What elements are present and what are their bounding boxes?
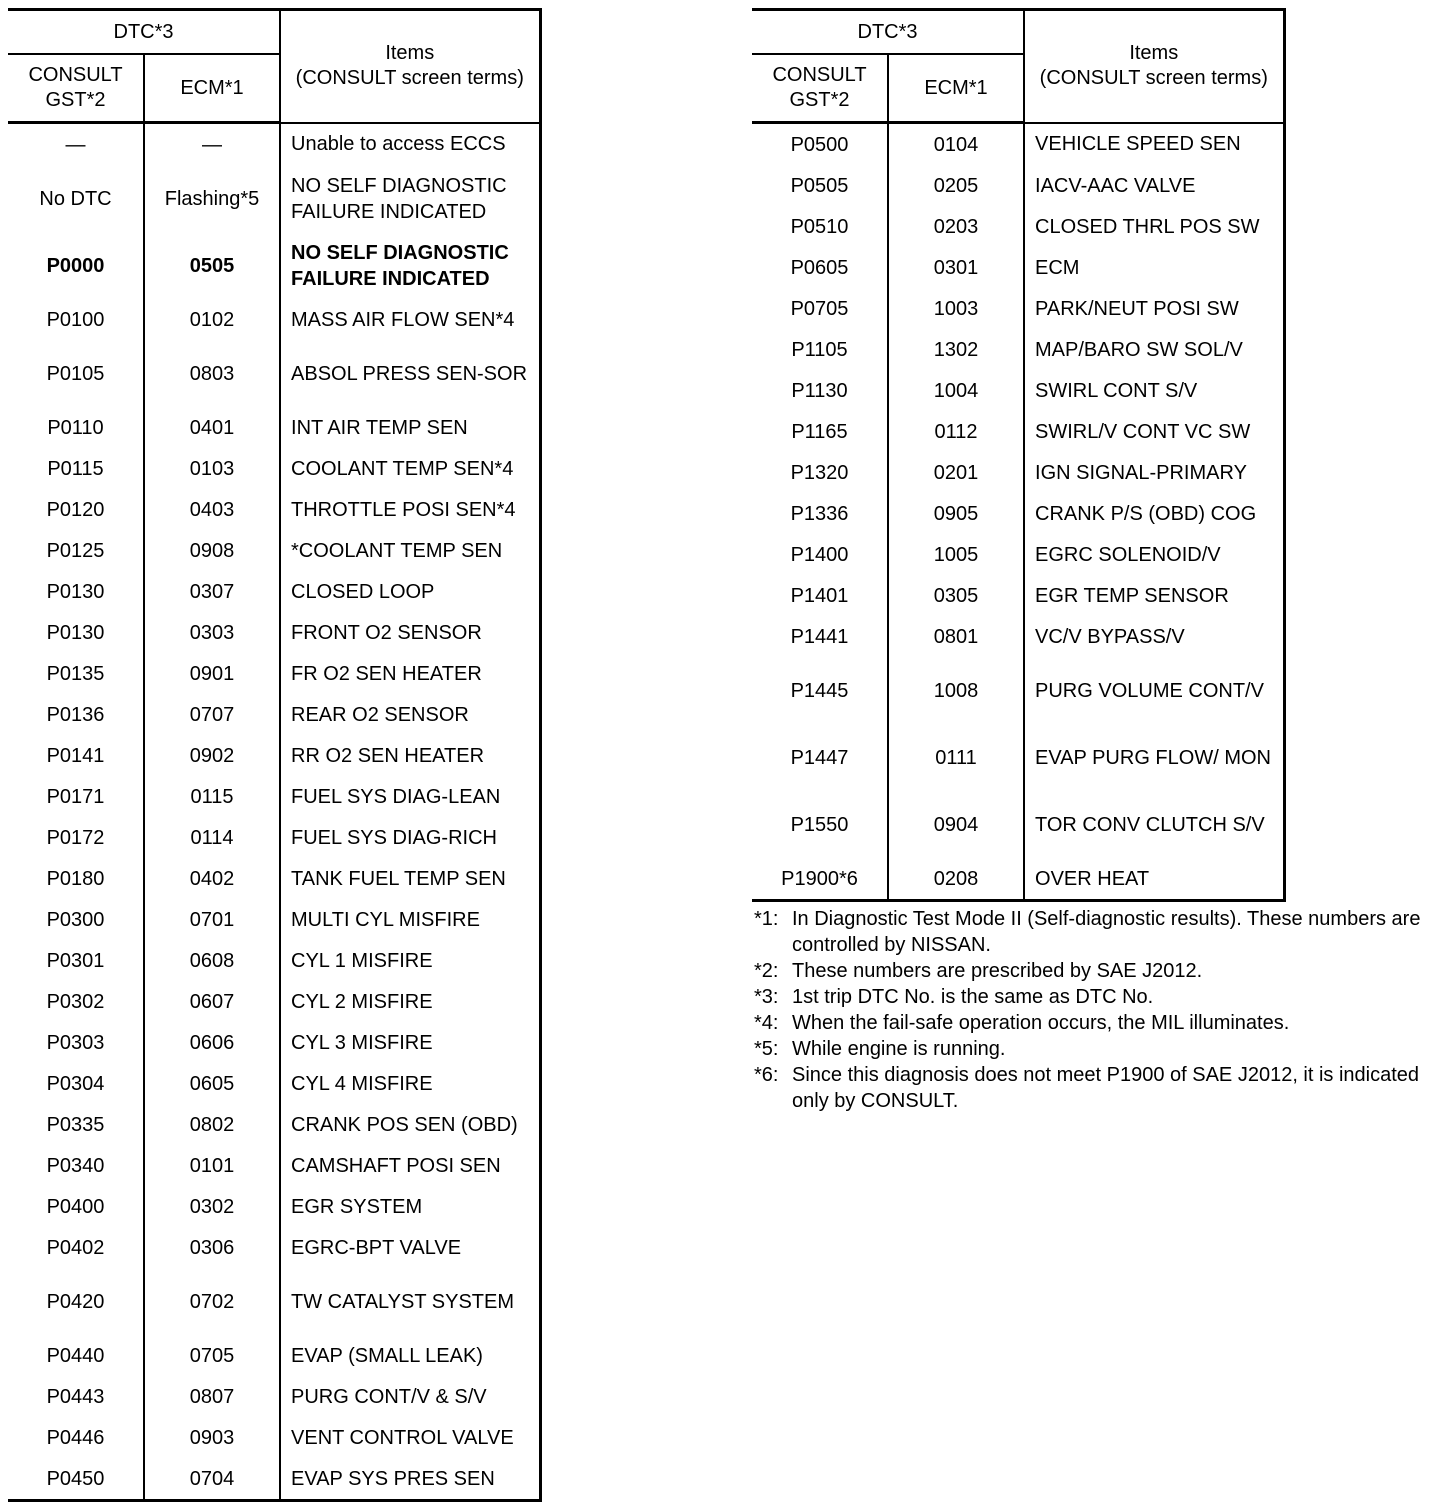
ecm-cell: 0607 — [144, 981, 280, 1022]
consult-gst-cell: P1400 — [752, 534, 888, 575]
item-cell: PARK/NEUT POSI SW — [1024, 288, 1284, 329]
consult-gst-cell: P0136 — [8, 694, 144, 735]
table-row — [8, 1335, 540, 1376]
consult-gst-header — [8, 54, 144, 123]
consult-gst-cell: P0302 — [8, 981, 144, 1022]
item-cell: FUEL SYS DIAG-RICH — [280, 817, 540, 858]
footnote-mark: *5: — [754, 1038, 779, 1060]
ecm-cell: 0102 — [144, 299, 280, 340]
footnote — [754, 1062, 1430, 1114]
table-row — [8, 776, 540, 817]
table-row — [8, 1186, 540, 1227]
consult-gst-cell: P0125 — [8, 530, 144, 571]
consult-gst-cell: P0115 — [8, 448, 144, 489]
table-row — [8, 612, 540, 653]
consult-gst-cell: P0340 — [8, 1145, 144, 1186]
footnote — [754, 1010, 1430, 1036]
item-cell: CLOSED LOOP — [280, 571, 540, 612]
consult-gst-cell: P0705 — [752, 288, 888, 329]
item-cell: MULTI CYL MISFIRE — [280, 899, 540, 940]
item-cell: THROTTLE POSI SEN*4 — [280, 489, 540, 530]
footnote-text: When the fail-safe operation occurs, the MIL illuminates. — [792, 1012, 1290, 1034]
item-cell: EGR SYSTEM — [280, 1186, 540, 1227]
table-row — [752, 247, 1284, 288]
footnote-text: These numbers are prescribed by SAE J2012. — [792, 960, 1203, 982]
consult-gst-cell: P1401 — [752, 575, 888, 616]
ecm-cell: 0904 — [888, 791, 1024, 858]
items-header-line1: Items — [385, 42, 435, 65]
consult-gst-cell: P1550 — [752, 791, 888, 858]
item-cell: EGRC-BPT VALVE — [280, 1227, 540, 1268]
table-row — [8, 899, 540, 940]
footnotes — [754, 906, 1430, 1114]
footnote-mark: *1: — [754, 908, 779, 930]
consult-header-line1: CONSULT — [772, 64, 867, 86]
table-row — [8, 735, 540, 776]
item-cell: MAP/BARO SW SOL/V — [1024, 329, 1284, 370]
consult-gst-cell: P0443 — [8, 1376, 144, 1417]
table-row — [8, 1022, 540, 1063]
table-row — [8, 1417, 540, 1458]
item-cell: FRONT O2 SENSOR — [280, 612, 540, 653]
consult-gst-cell: P0510 — [752, 206, 888, 247]
consult-gst-cell: P1105 — [752, 329, 888, 370]
item-cell: SWIRL CONT S/V — [1024, 370, 1284, 411]
items-header — [1024, 10, 1284, 123]
ecm-cell: 0402 — [144, 858, 280, 899]
consult-gst-cell: P0141 — [8, 735, 144, 776]
item-cell: CYL 3 MISFIRE — [280, 1022, 540, 1063]
ecm-cell: 0802 — [144, 1104, 280, 1145]
table-body — [752, 123, 1284, 901]
footnote-text: Since this diagnosis does not meet P1900 of SAE J2012, it is indicated only by CONSULT. — [792, 1064, 1420, 1112]
consult-gst-cell: P0400 — [8, 1186, 144, 1227]
footnote — [754, 1036, 1430, 1062]
gst-header-line2: GST*2 — [45, 89, 106, 111]
item-cell: SWIRL/V CONT VC SW — [1024, 411, 1284, 452]
consult-gst-cell: P1441 — [752, 616, 888, 657]
table-row — [752, 493, 1284, 534]
item-cell: CRANK POS SEN (OBD) — [280, 1104, 540, 1145]
consult-gst-cell: P0440 — [8, 1335, 144, 1376]
consult-gst-cell: P0110 — [8, 407, 144, 448]
table-row — [8, 1063, 540, 1104]
item-cell: FR O2 SEN HEATER — [280, 653, 540, 694]
ecm-cell: 0704 — [144, 1458, 280, 1501]
consult-gst-cell: P0100 — [8, 299, 144, 340]
ecm-cell: 0605 — [144, 1063, 280, 1104]
ecm-cell: 0702 — [144, 1268, 280, 1335]
table-row — [752, 288, 1284, 329]
ecm-header: ECM*1 — [144, 54, 280, 123]
items-header-line2: (CONSULT screen terms) — [295, 67, 524, 90]
item-cell: VENT CONTROL VALVE — [280, 1417, 540, 1458]
table-row — [8, 653, 540, 694]
item-cell: OVER HEAT — [1024, 858, 1284, 901]
ecm-cell: 0201 — [888, 452, 1024, 493]
table-row — [752, 329, 1284, 370]
item-cell: EVAP SYS PRES SEN — [280, 1458, 540, 1501]
table-row — [752, 452, 1284, 493]
table-row — [8, 1227, 540, 1268]
ecm-cell: 0305 — [888, 575, 1024, 616]
ecm-cell: 0608 — [144, 940, 280, 981]
dtc-header: DTC*3 — [752, 10, 1024, 55]
table-row — [8, 448, 540, 489]
item-cell: NO SELF DIAGNOSTIC FAILURE INDICATED — [280, 232, 540, 299]
footnote-mark: *4: — [754, 1012, 779, 1034]
ecm-cell: 1008 — [888, 657, 1024, 724]
table-row — [8, 530, 540, 571]
table-row — [8, 123, 540, 166]
table-row — [8, 817, 540, 858]
consult-gst-cell: P0446 — [8, 1417, 144, 1458]
item-cell: CYL 1 MISFIRE — [280, 940, 540, 981]
ecm-cell: 0707 — [144, 694, 280, 735]
ecm-cell: 0203 — [888, 206, 1024, 247]
ecm-cell: 0208 — [888, 858, 1024, 901]
item-cell: EVAP PURG FLOW/ MON — [1024, 724, 1284, 791]
consult-gst-cell: P0000 — [8, 232, 144, 299]
consult-gst-cell: No DTC — [8, 165, 144, 232]
ecm-cell: 1004 — [888, 370, 1024, 411]
item-cell: CYL 4 MISFIRE — [280, 1063, 540, 1104]
table-row — [8, 694, 540, 735]
item-cell: REAR O2 SENSOR — [280, 694, 540, 735]
item-cell: ABSOL PRESS SEN-SOR — [280, 340, 540, 407]
table-row — [752, 724, 1284, 791]
table-row — [8, 1458, 540, 1501]
ecm-cell: 0901 — [144, 653, 280, 694]
ecm-header: ECM*1 — [888, 54, 1024, 123]
item-cell: COOLANT TEMP SEN*4 — [280, 448, 540, 489]
item-cell: TOR CONV CLUTCH S/V — [1024, 791, 1284, 858]
item-cell: CLOSED THRL POS SW — [1024, 206, 1284, 247]
item-cell: CRANK P/S (OBD) COG — [1024, 493, 1284, 534]
ecm-cell: 0114 — [144, 817, 280, 858]
item-cell: CAMSHAFT POSI SEN — [280, 1145, 540, 1186]
footnote-text: 1st trip DTC No. is the same as DTC No. — [792, 986, 1154, 1008]
table-row — [8, 981, 540, 1022]
ecm-cell: 0401 — [144, 407, 280, 448]
consult-gst-header — [752, 54, 888, 123]
table-row — [752, 858, 1284, 901]
table-row — [752, 791, 1284, 858]
consult-gst-cell: P0505 — [752, 165, 888, 206]
ecm-cell: 0705 — [144, 1335, 280, 1376]
consult-header-line1: CONSULT — [28, 64, 123, 86]
consult-gst-cell: — — [8, 123, 144, 166]
item-cell: INT AIR TEMP SEN — [280, 407, 540, 448]
dtc-header: DTC*3 — [8, 10, 280, 55]
table-row — [8, 1145, 540, 1186]
table-row — [8, 165, 540, 232]
ecm-cell: 0205 — [888, 165, 1024, 206]
item-cell: PURG VOLUME CONT/V — [1024, 657, 1284, 724]
ecm-cell: 0101 — [144, 1145, 280, 1186]
item-cell: RR O2 SEN HEATER — [280, 735, 540, 776]
consult-gst-cell: P1447 — [752, 724, 888, 791]
consult-gst-cell: P0172 — [8, 817, 144, 858]
consult-gst-cell: P0135 — [8, 653, 144, 694]
table-row — [752, 123, 1284, 166]
ecm-cell: 0115 — [144, 776, 280, 817]
table-row — [8, 940, 540, 981]
item-cell: TANK FUEL TEMP SEN — [280, 858, 540, 899]
consult-gst-cell: P0180 — [8, 858, 144, 899]
table-row — [752, 165, 1284, 206]
consult-gst-cell: P0120 — [8, 489, 144, 530]
item-cell: EGRC SOLENOID/V — [1024, 534, 1284, 575]
ecm-cell: 0905 — [888, 493, 1024, 534]
ecm-cell: 0403 — [144, 489, 280, 530]
table-row — [752, 657, 1284, 724]
item-cell: Unable to access ECCS — [280, 123, 540, 166]
items-header-line2: (CONSULT screen terms) — [1039, 67, 1268, 90]
consult-gst-cell: P0500 — [752, 123, 888, 166]
table-row — [752, 575, 1284, 616]
consult-gst-cell: P0402 — [8, 1227, 144, 1268]
item-cell: FUEL SYS DIAG-LEAN — [280, 776, 540, 817]
gst-header-line2: GST*2 — [789, 89, 850, 111]
consult-gst-cell: P0130 — [8, 571, 144, 612]
consult-gst-cell: P0130 — [8, 612, 144, 653]
item-cell: VEHICLE SPEED SEN — [1024, 123, 1284, 166]
table-row — [8, 571, 540, 612]
ecm-cell: 0903 — [144, 1417, 280, 1458]
items-header — [280, 10, 540, 123]
table-row — [752, 411, 1284, 452]
consult-gst-cell: P0605 — [752, 247, 888, 288]
ecm-cell: 0803 — [144, 340, 280, 407]
item-cell: *COOLANT TEMP SEN — [280, 530, 540, 571]
table-row — [752, 370, 1284, 411]
consult-gst-cell: P0450 — [8, 1458, 144, 1501]
table-row — [8, 232, 540, 299]
ecm-cell: 0306 — [144, 1227, 280, 1268]
consult-gst-cell: P0105 — [8, 340, 144, 407]
ecm-cell: 0908 — [144, 530, 280, 571]
item-cell: CYL 2 MISFIRE — [280, 981, 540, 1022]
consult-gst-cell: P0171 — [8, 776, 144, 817]
consult-gst-cell: P0300 — [8, 899, 144, 940]
footnote — [754, 906, 1430, 958]
footnote-text: While engine is running. — [792, 1038, 1006, 1060]
ecm-cell: 0801 — [888, 616, 1024, 657]
footnote-mark: *2: — [754, 960, 779, 982]
table-row — [8, 407, 540, 448]
ecm-cell: 0103 — [144, 448, 280, 489]
consult-gst-cell: P1445 — [752, 657, 888, 724]
ecm-cell: — — [144, 123, 280, 166]
ecm-cell: 1005 — [888, 534, 1024, 575]
footnote-mark: *6: — [754, 1064, 779, 1086]
consult-gst-cell: P0301 — [8, 940, 144, 981]
item-cell: EVAP (SMALL LEAK) — [280, 1335, 540, 1376]
table-row — [752, 206, 1284, 247]
item-cell: IACV-AAC VALVE — [1024, 165, 1284, 206]
item-cell: PURG CONT/V & S/V — [280, 1376, 540, 1417]
consult-gst-cell: P1320 — [752, 452, 888, 493]
ecm-cell: 1003 — [888, 288, 1024, 329]
item-cell: ECM — [1024, 247, 1284, 288]
item-cell: IGN SIGNAL-PRIMARY — [1024, 452, 1284, 493]
footnote — [754, 984, 1430, 1010]
consult-gst-cell: P0335 — [8, 1104, 144, 1145]
table-row — [752, 534, 1284, 575]
ecm-cell: 0606 — [144, 1022, 280, 1063]
items-header-line1: Items — [1129, 42, 1179, 65]
ecm-cell: 0111 — [888, 724, 1024, 791]
ecm-cell: 1302 — [888, 329, 1024, 370]
ecm-cell: 0301 — [888, 247, 1024, 288]
ecm-cell: 0303 — [144, 612, 280, 653]
consult-gst-cell: P1165 — [752, 411, 888, 452]
table-row — [752, 616, 1284, 657]
footnote-text: In Diagnostic Test Mode II (Self-diagnostic results). These numbers are controlled by NISSAN. — [792, 908, 1421, 956]
dtc-table-left — [8, 8, 542, 1502]
consult-gst-cell: P0420 — [8, 1268, 144, 1335]
ecm-cell: 0307 — [144, 571, 280, 612]
item-cell: EGR TEMP SENSOR — [1024, 575, 1284, 616]
ecm-cell: 0807 — [144, 1376, 280, 1417]
table-row — [8, 1376, 540, 1417]
dtc-table-right — [752, 8, 1286, 902]
table-row — [8, 299, 540, 340]
item-cell: TW CATALYST SYSTEM — [280, 1268, 540, 1335]
consult-gst-cell: P1336 — [752, 493, 888, 534]
table-row — [8, 1268, 540, 1335]
table-row — [8, 1104, 540, 1145]
footnote-mark: *3: — [754, 986, 779, 1008]
ecm-cell: 0701 — [144, 899, 280, 940]
ecm-cell: 0302 — [144, 1186, 280, 1227]
table-row — [8, 858, 540, 899]
table-row — [8, 340, 540, 407]
consult-gst-cell: P1130 — [752, 370, 888, 411]
consult-gst-cell: P1900*6 — [752, 858, 888, 901]
table-row — [8, 489, 540, 530]
ecm-cell: 0112 — [888, 411, 1024, 452]
ecm-cell: Flashing*5 — [144, 165, 280, 232]
ecm-cell: 0902 — [144, 735, 280, 776]
ecm-cell: 0104 — [888, 123, 1024, 166]
consult-gst-cell: P0303 — [8, 1022, 144, 1063]
ecm-cell: 0505 — [144, 232, 280, 299]
footnote — [754, 958, 1430, 984]
table-body — [8, 123, 540, 1501]
item-cell: MASS AIR FLOW SEN*4 — [280, 299, 540, 340]
consult-gst-cell: P0304 — [8, 1063, 144, 1104]
item-cell: NO SELF DIAGNOSTIC FAILURE INDICATED — [280, 165, 540, 232]
item-cell: VC/V BYPASS/V — [1024, 616, 1284, 657]
